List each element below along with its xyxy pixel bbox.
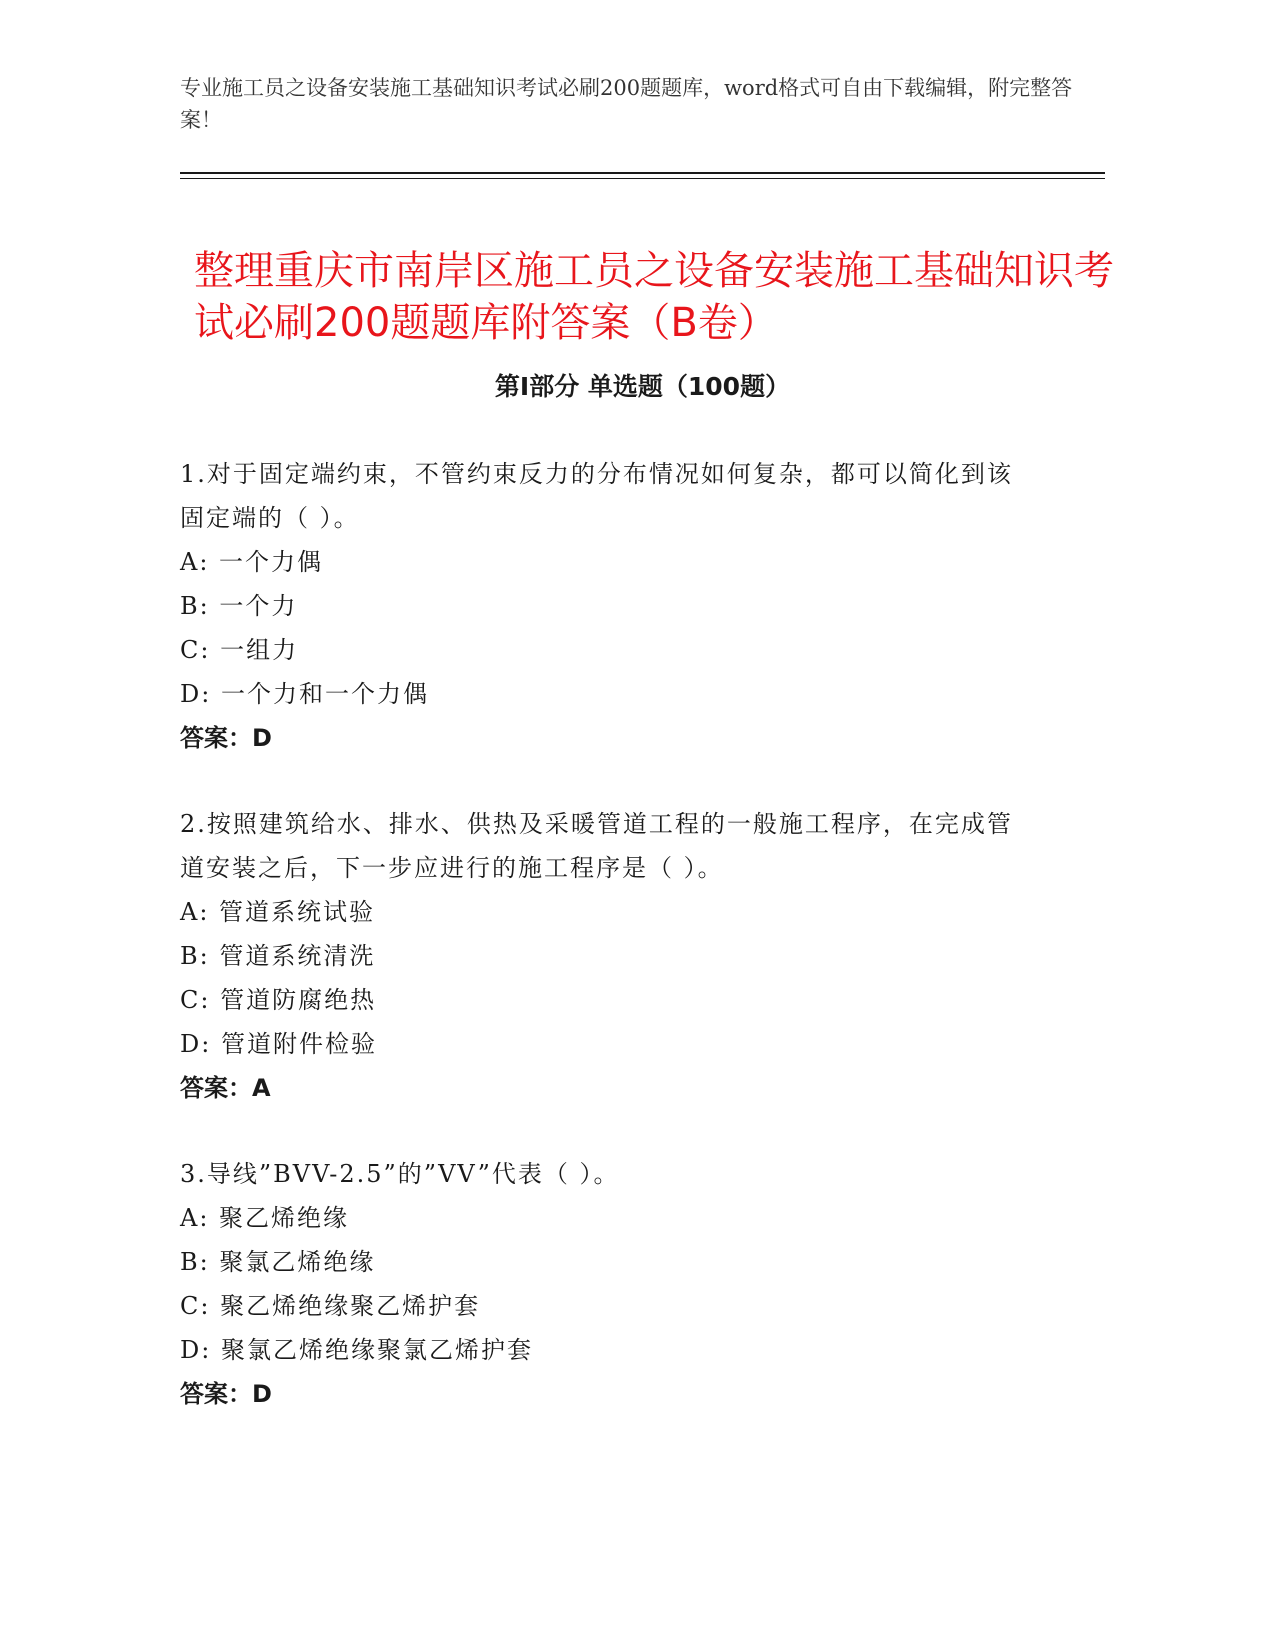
option-b: B: 管道系统清洗	[180, 942, 376, 970]
option-a: A: 管道系统试验	[180, 898, 376, 926]
option-d: D: 管道附件检验	[180, 1030, 377, 1058]
option-b: B: 一个力	[180, 592, 298, 620]
header-rule-thin	[180, 178, 1105, 179]
question-stem: 3.导线”BVV-2.5”的”VV”代表（ ）。	[180, 1160, 620, 1188]
option-b: B: 聚氯乙烯绝缘	[180, 1248, 376, 1276]
question-stem: 1.对于固定端约束，不管约束反力的分布情况如何复杂，都可以简化到该固定端的（ ）。	[180, 460, 1013, 532]
question-2	[180, 802, 1105, 1110]
option-c: C: 聚乙烯绝缘聚乙烯护套	[180, 1292, 481, 1320]
option-c: C: 一组力	[180, 636, 299, 664]
answer: 答案：A	[180, 1074, 271, 1102]
answer: 答案：D	[180, 1380, 272, 1408]
question-3	[180, 1152, 1105, 1416]
section-title: 第I部分 单选题（100题）	[494, 372, 791, 401]
question-list	[180, 452, 1105, 1458]
header-rule-thick	[180, 172, 1105, 174]
option-d: D: 一个力和一个力偶	[180, 680, 429, 708]
option-d: D: 聚氯乙烯绝缘聚氯乙烯护套	[180, 1336, 533, 1364]
option-c: C: 管道防腐绝热	[180, 986, 377, 1014]
option-a: A: 一个力偶	[180, 548, 324, 576]
answer: 答案：D	[180, 724, 272, 752]
header-note: 专业施工员之设备安装施工基础知识考试必刷200题题库，word格式可自由下载编辑，附完整答案！	[180, 76, 1073, 132]
option-a: A: 聚乙烯绝缘	[180, 1204, 350, 1232]
question-stem: 2.按照建筑给水、排水、供热及采暖管道工程的一般施工程序，在完成管道安装之后，下一步应进行的施工程序是（ ）。	[180, 810, 1013, 882]
document-title: 整理重庆市南岸区施工员之设备安装施工基础知识考试必刷200题题库附答案（B卷）	[194, 247, 1114, 346]
question-1	[180, 452, 1105, 760]
